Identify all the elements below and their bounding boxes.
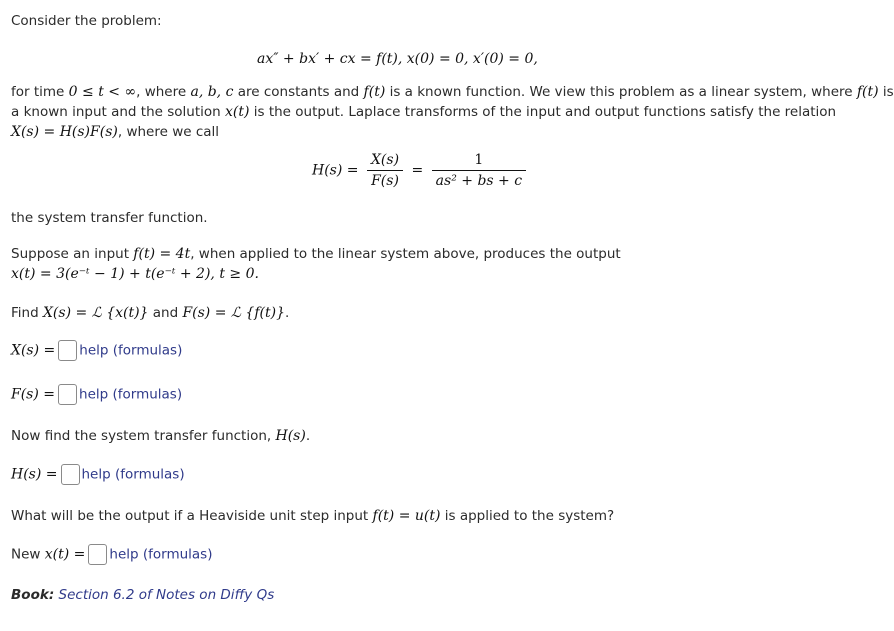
- newx-answer-input[interactable]: [88, 544, 107, 565]
- intro-text: Consider the problem:: [11, 13, 162, 29]
- newx-answer-row: New x(t) = help (formulas): [11, 544, 213, 565]
- hs-answer-row: H(s) = help (formulas): [11, 464, 185, 485]
- fs-answer-input[interactable]: [58, 384, 77, 405]
- hs-answer-input[interactable]: [61, 464, 80, 485]
- book-section-link[interactable]: Section 6.2 of Notes on Diffy Qs: [58, 587, 275, 603]
- xs-answer-row: X(s) = help (formulas): [11, 340, 182, 361]
- book-label: Book:: [11, 587, 55, 603]
- hs-help-link[interactable]: help (formulas): [81, 466, 185, 483]
- now-find-text: Now find the system transfer function, H(s).: [11, 428, 311, 444]
- transfer-function-equation: H(s) = $\frac{X(s)}{F(s)}$ = $\frac{1}{\text{as² + bs + c}}$: [312, 152, 530, 189]
- newx-help-link[interactable]: help (formulas): [109, 546, 213, 563]
- suppose-line-1: Suppose an input f(t) = 4t, when applied to the linear system above, produces the output: [11, 246, 621, 262]
- system-transfer-text: the system transfer function.: [11, 210, 208, 226]
- heaviside-text: What will be the output if a Heaviside unit step input f(t) = u(t) is applied to the system?: [11, 508, 615, 524]
- fs-help-link[interactable]: help (formulas): [79, 386, 183, 403]
- xs-answer-input[interactable]: [58, 340, 77, 361]
- book-reference: [11, 587, 274, 603]
- find-text: Find X(s) = ℒ {x(t)} and F(s) = ℒ {f(t)}.: [11, 305, 290, 321]
- paragraph-line-3: X(s) = H(s)F(s), where we call: [11, 124, 220, 140]
- paragraph-line-1: for time 0 ≤ t < ∞, where a, b, c are constants and f(t) is a known function. We view this problem as a linear system, where f(t) is: [11, 84, 894, 100]
- xs-help-link[interactable]: help (formulas): [79, 342, 183, 359]
- main-equation: ax″ + bx′ + cx = f(t), x(0) = 0, x′(0) = 0,: [257, 51, 538, 67]
- fs-answer-row: F(s) = help (formulas): [11, 384, 182, 405]
- paragraph-line-2: a known input and the solution x(t) is the output. Laplace transforms of the input and output functions satisfy the relation: [11, 104, 837, 120]
- suppose-line-2: x(t) = 3(e⁻ᵗ − 1) + t(e⁻ᵗ + 2), t ≥ 0.: [11, 266, 259, 282]
